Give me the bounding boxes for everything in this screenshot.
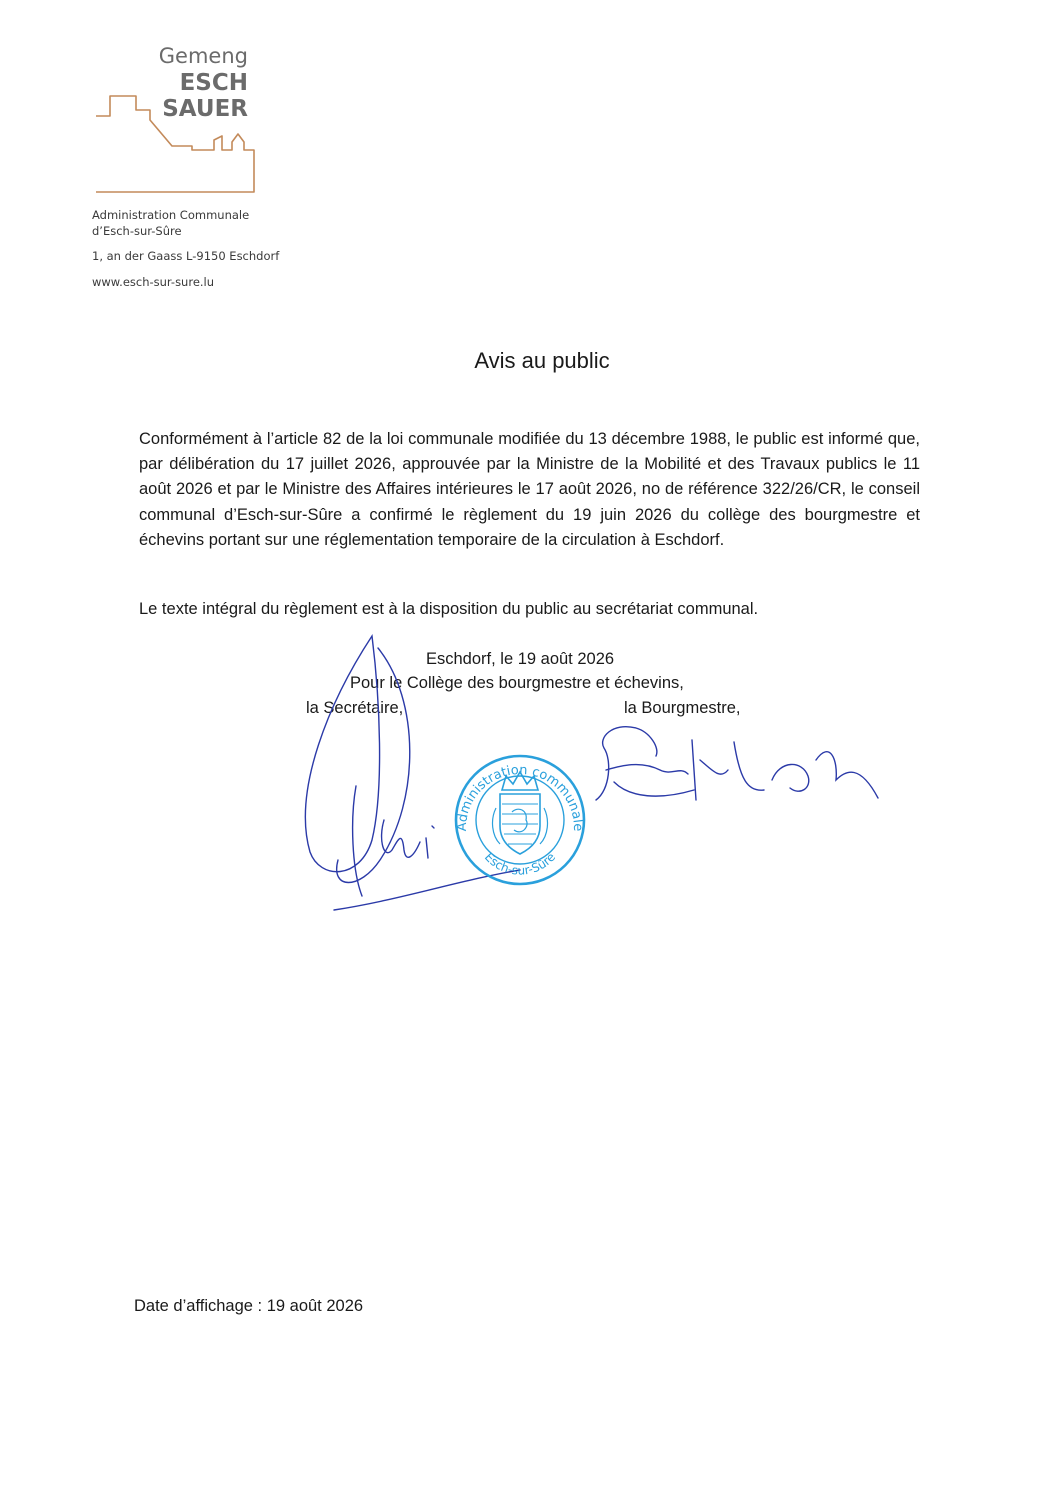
- place-date: Eschdorf, le 19 août 2026: [426, 650, 615, 668]
- bourgmestre-signature-icon: [596, 727, 878, 800]
- notice-paragraph-1: Conformément à l’article 82 de la loi communale modifiée du 13 décembre 1988, le public est informé que, par délibération du 17 juillet 2026, approuvée par la Ministre de la Mobilité et des Travaux publics le 11 août 2026 et par le Ministre des Affaires intérieures le 17 août 2026, no de référence 322/26/CR, le conseil communal d’Esch-sur-Sûre a confirmé le règlement du 19 juin 2026 du collège des bourgmestre et échevins portant sur une réglementation temporaire de la circulation à Eschdorf.: [139, 430, 920, 549]
- admin-line-2: d’Esch-sur-Sûre: [92, 224, 182, 238]
- secretaire-label: la Secrétaire,: [306, 699, 404, 717]
- posting-date: Date d’affichage : 19 août 2026: [134, 1297, 364, 1315]
- logo-esch: ESCH: [179, 70, 248, 96]
- admin-line-1: Administration Communale: [92, 208, 250, 222]
- page-title: Avis au public: [474, 348, 610, 373]
- municipality-logo: [92, 40, 262, 200]
- logo-gemeng: Gemeng: [158, 44, 248, 68]
- bourgmestre-label: la Bourgmestre,: [624, 699, 741, 717]
- college-line: Pour le Collège des bourgmestre et échevins,: [350, 674, 684, 692]
- stamp-top-text: Administration communale: [454, 762, 586, 832]
- logo-sauer: SAUER: [162, 96, 248, 122]
- notice-paragraph-2: Le texte intégral du règlement est à la disposition du public au secrétariat communal.: [139, 600, 759, 618]
- stamp-bottom-text: Esch-sur-Sûre: [481, 849, 559, 878]
- municipal-stamp-icon: [456, 756, 584, 884]
- address: 1, an der Gaass L-9150 Eschdorf: [92, 249, 280, 263]
- administration-name: [92, 207, 249, 239]
- website-link[interactable]: www.esch-sur-sure.lu: [92, 275, 215, 289]
